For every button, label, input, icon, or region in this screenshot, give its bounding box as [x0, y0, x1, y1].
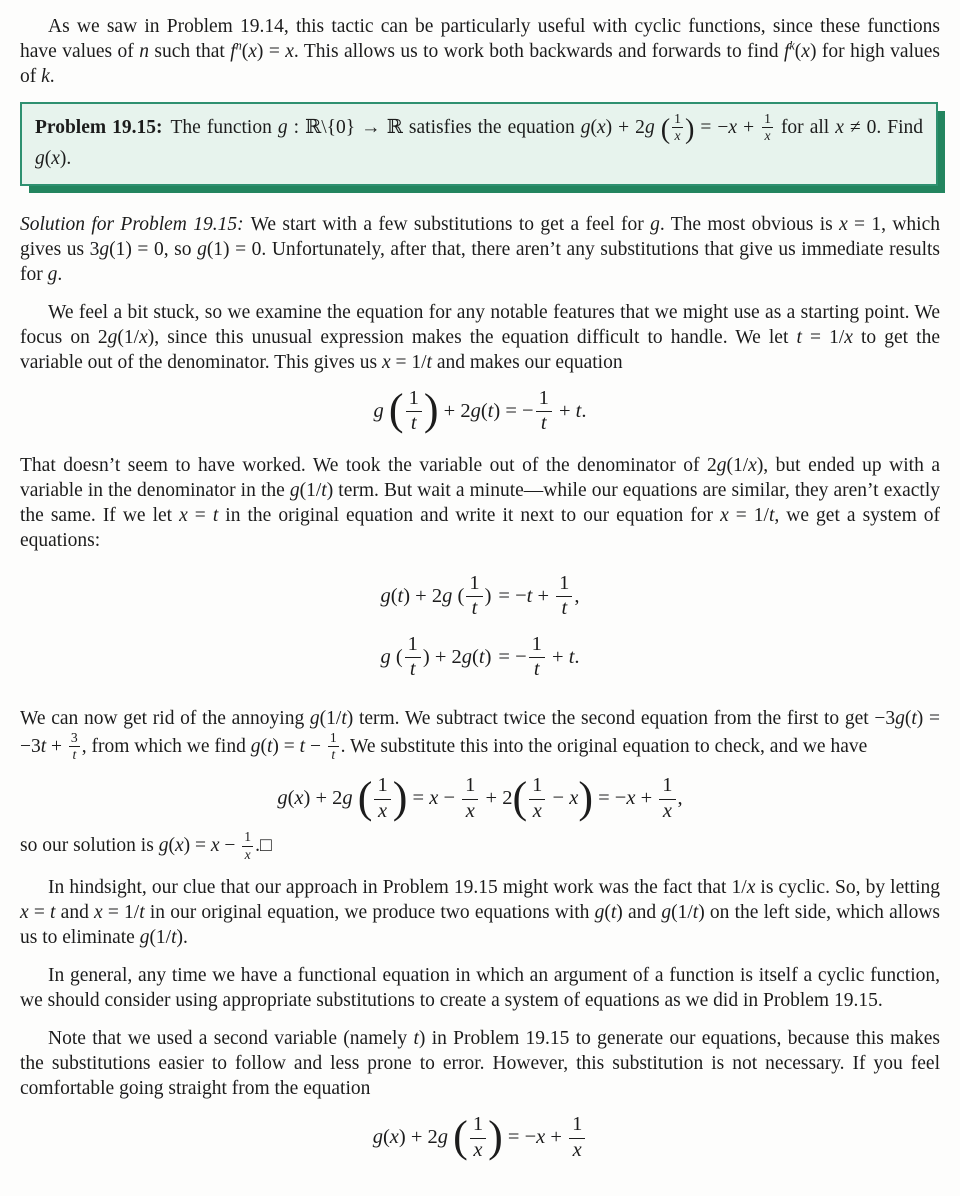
paragraph-stuck: We feel a bit stuck, so we examine the equation for any notable features that we might use as a starting point. We focus on 2g(1/x), since this unusual expression makes the equation difficult to handle. We let t = 1/x to get the variable out of the denominator. This gives us x = 1/t and makes our equation	[20, 301, 940, 373]
paragraph-final-solution: so our solution is g(x) = x − $\frac{1}{x}$ .□	[20, 829, 272, 862]
problem-statement: The function g : ℝ\{0} → ℝ satisfies the equation g(x) + 2g ( $\frac{1}{x}$ ) = −x + $\frac{1}{x}$ for all x ≠ 0. Find g(x).	[35, 111, 923, 169]
solution-intro-text: We start with a few substitutions to get a feel for g. The most obvious is x = 1, which gives us 3g(1) = 0, so g(1) = 0. Unfortunately, after that, there aren’t any substitutions that give us immediate results for g.	[20, 213, 941, 285]
equation-lhs: g ( $\frac{1}{t}$ ) + 2g(t)	[380, 632, 492, 681]
paragraph-hindsight: In hindsight, our clue that our approach in Problem 19.15 might work was the fact that 1/x is cyclic. So, by letting x = t and x = 1/t in our original equation, we produce two equations with g(t) and g(1/t) on the left side, which allows us to eliminate g(1/t).	[20, 877, 941, 949]
equation-system	[380, 566, 579, 688]
paragraph-eliminate: We can now get rid of the annoying g(1/t) term. We subtract twice the second equation from the first to get −3g(t) = −3t + $\frac{3}{t}$ , from which we find g(t) = t − $\frac{1}{t}$ . We substitute this into the original equation to check, and we have	[20, 707, 940, 763]
equation-system-row-2	[380, 627, 579, 688]
equation-substituted: g ( $\frac{1}{t}$ ) + 2g(t) = − $\frac{1}{t}$ + t.	[373, 385, 587, 435]
equation-rhs: = − $\frac{1}{t}$ + t.	[498, 632, 580, 681]
solution-intro-paragraph	[20, 212, 940, 287]
solution-label: Solution for Problem 19.15:	[20, 213, 244, 235]
intro-paragraph: As we saw in Problem 19.14, this tactic can be particularly useful with cyclic functions, since these functions have values of n such that $f^n(x) = x$. This allows us to work both backwards and forwards to find $f^k(x)$ for high values of k.	[20, 16, 940, 87]
paragraph-general: In general, any time we have a functional equation in which an argument of a function is itself a cyclic function, we should consider using appropriate substitutions to create a system of equations as we did in Problem 19.15.	[20, 965, 940, 1012]
equation-check: g(x) + 2g ( $\frac{1}{x}$ ) = x − $\frac{1}{x}$ + 2( $\frac{1}{x}$ − x) = −x + $\frac{1}{x}$ ,	[277, 772, 683, 822]
equation-system-row-1	[380, 566, 579, 627]
paragraph-worked: That doesn’t seem to have worked. We took the variable out of the denominator of 2g(1/x), but ended up with a variable in the denominator in the g(1/t) term. But wait a minute—while our equations are similar, they aren’t exactly the same. If we let x = t in the original equation and write it next to our equation for x = 1/t, we get a system of equations:	[20, 454, 941, 551]
problem-label: Problem 19.15:	[35, 116, 163, 138]
equation-rhs: = −t + $\frac{1}{t}$ ,	[498, 571, 580, 620]
equation-final: g(x) + 2g ( $\frac{1}{x}$ ) = −x + $\frac{1}{x}$	[20, 1114, 940, 1161]
problem-box	[20, 102, 938, 186]
paragraph-note: Note that we used a second variable (namely t) in Problem 19.15 to generate our equations, because this makes the substitutions easier to follow and less prone to error. However, this substitution is not necessary. If you feel comfortable going straight from the equation	[20, 1028, 940, 1100]
equation-lhs: g(t) + 2g ( $\frac{1}{t}$ )	[380, 571, 492, 620]
